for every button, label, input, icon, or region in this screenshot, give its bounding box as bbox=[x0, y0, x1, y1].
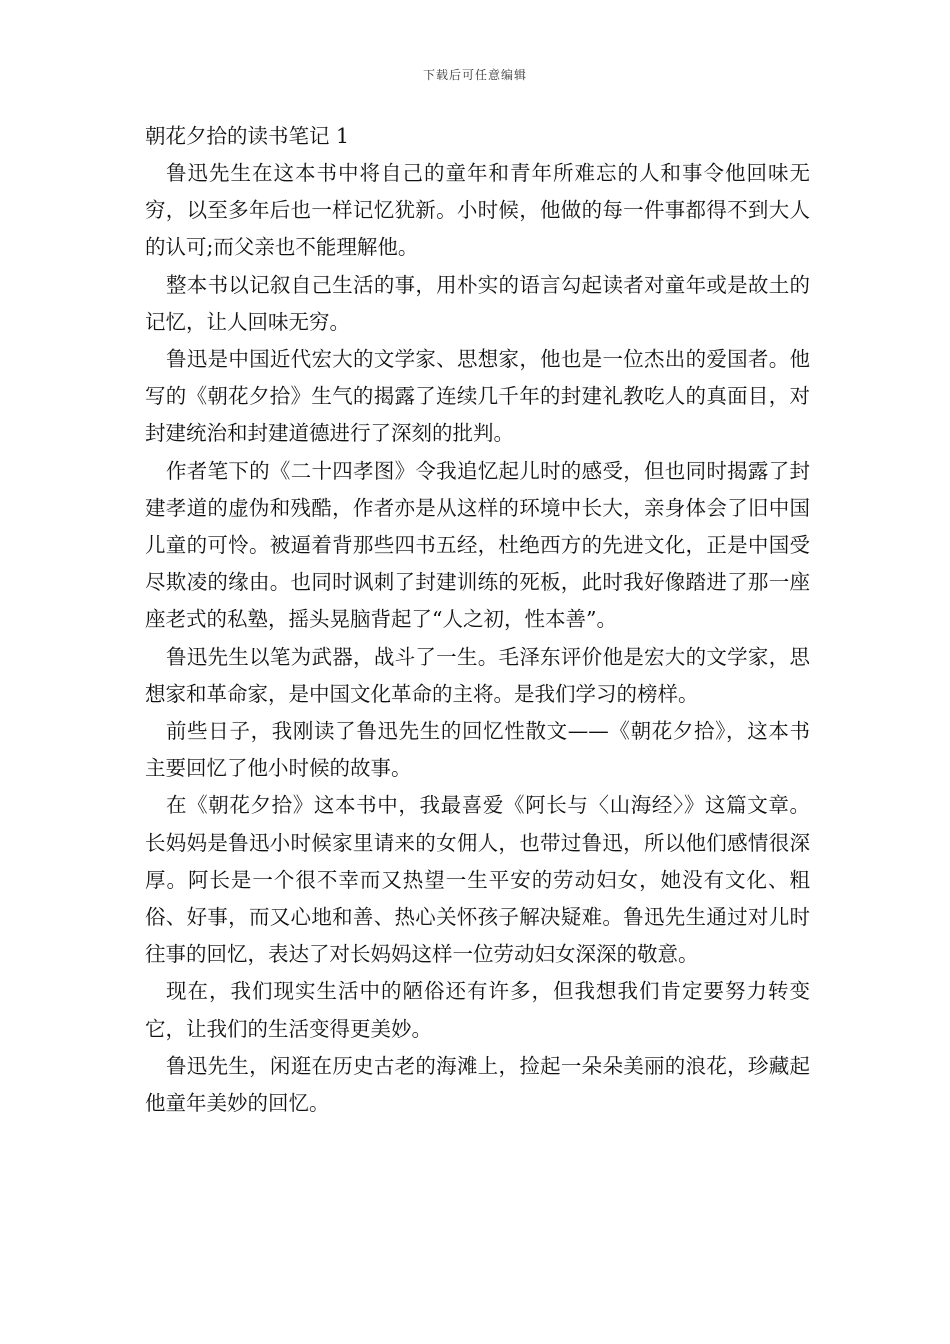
paragraph-8: 现在，我们现实生活中的陋俗还有许多，但我想我们肯定要努力转变它，让我们的生活变得更美妙。 bbox=[145, 979, 810, 1041]
document-title: 朝花夕拾的读书笔记 1 bbox=[145, 124, 350, 148]
paragraph-2: 整本书以记叙自己生活的事，用朴实的语言勾起读者对童年或是故土的记忆，让人回味无穷。 bbox=[145, 272, 810, 334]
paragraph-6: 前些日子，我刚读了鲁迅先生的回忆性散文——《朝花夕拾》，这本书主要回忆了他小时候的故事。 bbox=[145, 719, 810, 781]
paragraph-3: 鲁迅是中国近代宏大的文学家、思想家，他也是一位杰出的爱国者。他写的《朝花夕拾》生气的揭露了连续几千年的封建礼教吃人的真面目，对封建统治和封建道德进行了深刻的批判。 bbox=[145, 347, 810, 446]
document-body bbox=[145, 118, 810, 1122]
paragraph-9: 鲁迅先生，闲逛在历史古老的海滩上，捡起一朵朵美丽的浪花，珍藏起他童年美妙的回忆。 bbox=[145, 1053, 810, 1116]
paragraph-7: 在《朝花夕拾》这本书中，我最喜爱《阿长与〈山海经〉》这篇文章。长妈妈是鲁迅小时候家里请来的女佣人，也带过鲁迅，所以他们感情很深厚。阿长是一个很不幸而又热望一生平安的劳动妇女，她没有文化、粗俗、好事，而又心地和善、热心关怀孩子解决疑难。鲁迅先生通过对儿时往事的回忆，表达了对长妈妈这样一位劳动妇女深深的敬意。 bbox=[145, 793, 810, 967]
paragraph-5: 鲁迅先生以笔为武器，战斗了一生。毛泽东评价他是宏大的文学家，思想家和革命家，是中国文化革命的主将。是我们学习的榜样。 bbox=[145, 644, 810, 706]
page-header-note: 下载后可任意编辑 bbox=[422, 68, 527, 82]
paragraph-1: 鲁迅先生在这本书中将自己的童年和青年所难忘的人和事令他回味无穷，以至多年后也一样记忆犹新。小时候，他做的每一件事都得不到大人的认可;而父亲也不能理解他。 bbox=[145, 161, 810, 260]
paragraph-4: 作者笔下的《二十四孝图》令我追忆起儿时的感受，但也同时揭露了封建孝道的虚伪和残酷，作者亦是从这样的环境中长大，亲身体会了旧中国儿童的可怜。被逼着背那些四书五经，杜绝西方的先进文化，正是中国受尽欺凌的缘由。也同时讽刺了封建训练的死板，此时我好像踏进了那一座座老式的私塾，摇头晃脑背起了“人之初，性本善”。 bbox=[145, 458, 810, 632]
